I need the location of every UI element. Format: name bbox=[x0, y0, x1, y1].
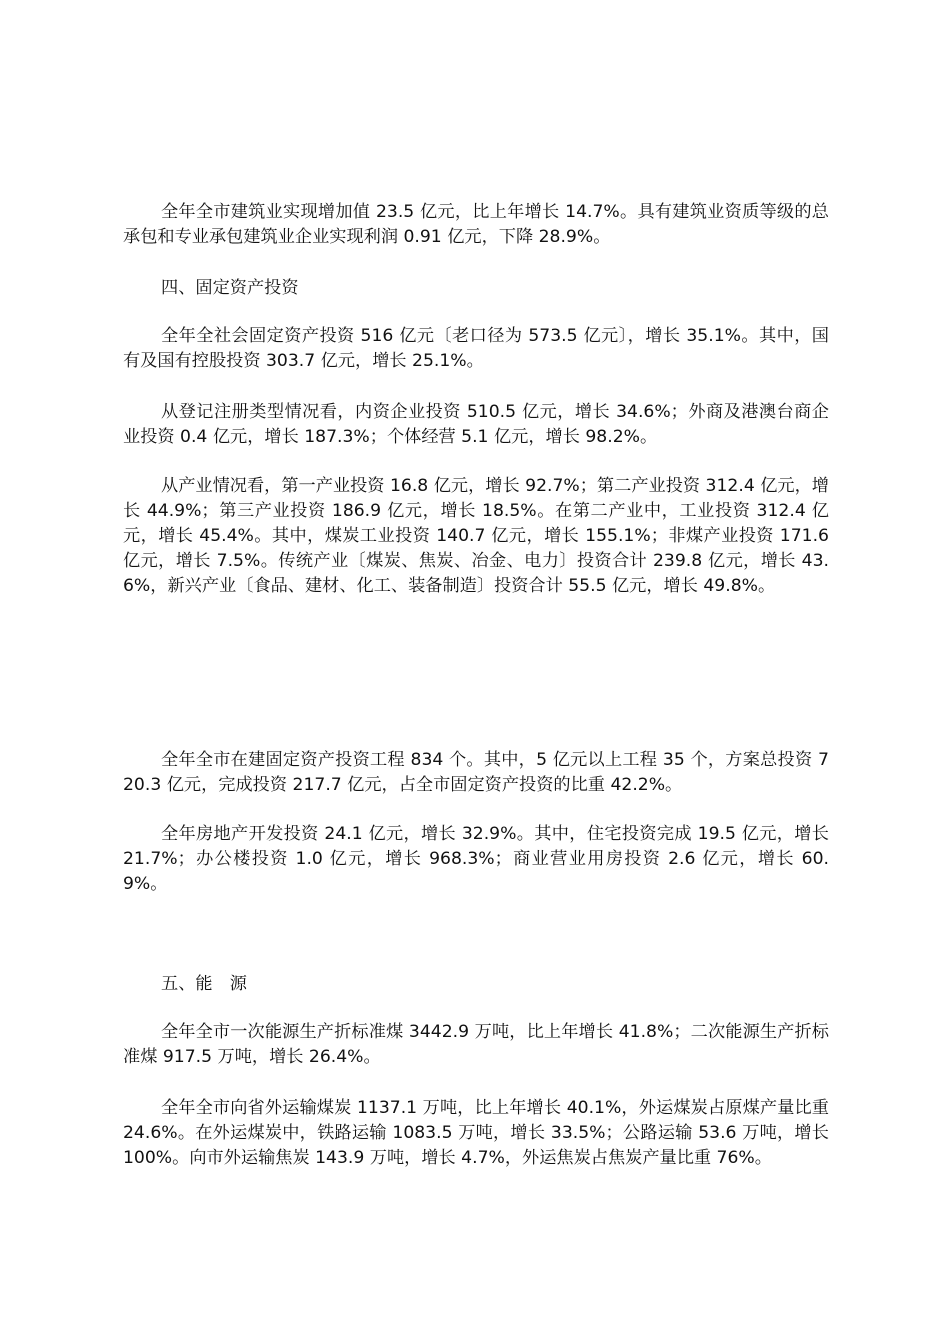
paragraph-real-estate: 全年房地产开发投资 24.1 亿元，增长 32.9%。其中，住宅投资完成 19.5 亿元，增长 21.7%；办公楼投资 1.0 亿元，增长 968.3%；商业营业用房投资 2.6 亿元，增长 60.9%。 bbox=[123, 824, 829, 894]
paragraph-industry-investment: 从产业情况看，第一产业投资 16.8 亿元，增长 92.7%；第二产业投资 312.4 亿元，增长 44.9%；第三产业投资 186.9 亿元，增长 18.5%。在第二产业中，工业投资 312.4 亿元，增长 45.4%。其中，煤炭工业投资 140.7 亿元，增长 155.1%；非煤产业投资 171.6 亿元，增长 7.5%。传统产业〔煤炭、焦炭、冶金、电力〕投资合计 239.8 亿元，增长 43.6%，新兴产业〔食品、建材、化工、装备制造〕投资合计 55.5 亿元，增长 49.8%。 bbox=[123, 476, 829, 596]
paragraph-total-investment: 全年全社会固定资产投资 516 亿元〔老口径为 573.5 亿元〕，增长 35.1%。其中，国有及国有控股投资 303.7 亿元，增长 25.1%。 bbox=[123, 326, 829, 371]
paragraph-coal-transport: 全年全市向省外运输煤炭 1137.1 万吨，比上年增长 40.1%，外运煤炭占原煤产量比重 24.6%。在外运煤炭中，铁路运输 1083.5 万吨，增长 33.5%；公路运输 53.6 万吨，增长 100%。向市外运输焦炭 143.9 万吨，增长 4.7%，外运焦炭占焦炭产量比重 76%。 bbox=[123, 1098, 829, 1168]
section-heading-fixed-assets: 四、固定资产投资 bbox=[161, 278, 299, 298]
paragraph-energy-production: 全年全市一次能源生产折标准煤 3442.9 万吨，比上年增长 41.8%；二次能源生产折标准煤 917.5 万吨，增长 26.4%。 bbox=[123, 1022, 829, 1067]
section-heading-energy: 五、能 源 bbox=[161, 974, 247, 994]
paragraph-projects: 全年全市在建固定资产投资工程 834 个。其中，5 亿元以上工程 35 个，方案总投资 720.3 亿元，完成投资 217.7 亿元，占全市固定资产投资的比重 42.2%。 bbox=[123, 750, 829, 795]
paragraph-registration-types: 从登记注册类型情况看，内资企业投资 510.5 亿元，增长 34.6%；外商及港澳台商企业投资 0.4 亿元，增长 187.3%；个体经营 5.1 亿元，增长 98.2%。 bbox=[123, 402, 829, 447]
paragraph-construction: 全年全市建筑业实现增加值 23.5 亿元，比上年增长 14.7%。具有建筑业资质等级的总承包和专业承包建筑业企业实现利润 0.91 亿元，下降 28.9%。 bbox=[123, 202, 829, 247]
